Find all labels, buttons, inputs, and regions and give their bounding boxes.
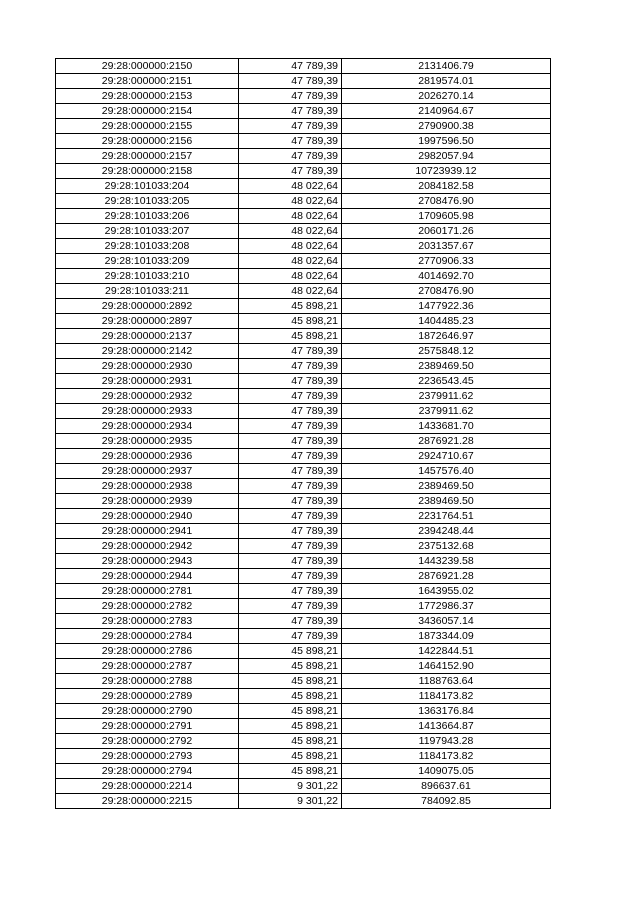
- cadastral-number-cell: 29:28:000000:2932: [56, 389, 239, 404]
- amount-value-cell: 2131406.79: [342, 59, 551, 74]
- amount-value-cell: 2876921.28: [342, 569, 551, 584]
- area-value-cell: 47 789,39: [239, 134, 342, 149]
- cadastral-number-cell: 29:28:000000:2786: [56, 644, 239, 659]
- table-row: [56, 524, 551, 539]
- amount-value-cell: 2389469.50: [342, 359, 551, 374]
- area-value-cell: 47 789,39: [239, 149, 342, 164]
- area-value-cell: 47 789,39: [239, 164, 342, 179]
- table-row: [56, 59, 551, 74]
- area-value-cell: 47 789,39: [239, 584, 342, 599]
- area-value-cell: 47 789,39: [239, 104, 342, 119]
- table-row: [56, 329, 551, 344]
- area-value-cell: 47 789,39: [239, 119, 342, 134]
- cadastral-number-cell: 29:28:000000:2933: [56, 404, 239, 419]
- cadastral-number-cell: 29:28:000000:2938: [56, 479, 239, 494]
- area-value-cell: 47 789,39: [239, 614, 342, 629]
- area-value-cell: 47 789,39: [239, 479, 342, 494]
- area-value-cell: 47 789,39: [239, 464, 342, 479]
- table-row: [56, 254, 551, 269]
- cadastral-number-cell: 29:28:101033:206: [56, 209, 239, 224]
- cadastral-number-cell: 29:28:000000:2792: [56, 734, 239, 749]
- table-row: [56, 764, 551, 779]
- area-value-cell: 47 789,39: [239, 359, 342, 374]
- amount-value-cell: 2819574.01: [342, 74, 551, 89]
- amount-value-cell: 1457576.40: [342, 464, 551, 479]
- amount-value-cell: 2394248.44: [342, 524, 551, 539]
- cadastral-number-cell: 29:28:000000:2930: [56, 359, 239, 374]
- table-row: [56, 404, 551, 419]
- table-row: [56, 629, 551, 644]
- cadastral-number-cell: 29:28:000000:2897: [56, 314, 239, 329]
- amount-value-cell: 2575848.12: [342, 344, 551, 359]
- area-value-cell: 45 898,21: [239, 329, 342, 344]
- area-value-cell: 47 789,39: [239, 419, 342, 434]
- cadastral-number-cell: 29:28:000000:2784: [56, 629, 239, 644]
- cadastral-number-cell: 29:28:000000:2153: [56, 89, 239, 104]
- area-value-cell: 48 022,64: [239, 269, 342, 284]
- cadastral-number-cell: 29:28:000000:2154: [56, 104, 239, 119]
- table-row: [56, 569, 551, 584]
- cadastral-number-cell: 29:28:101033:207: [56, 224, 239, 239]
- data-table: [55, 58, 551, 809]
- cadastral-number-cell: 29:28:000000:2782: [56, 599, 239, 614]
- table-row: [56, 734, 551, 749]
- amount-value-cell: 2924710.67: [342, 449, 551, 464]
- amount-value-cell: 1872646.97: [342, 329, 551, 344]
- cadastral-number-cell: 29:28:000000:2783: [56, 614, 239, 629]
- cadastral-number-cell: 29:28:000000:2158: [56, 164, 239, 179]
- amount-value-cell: 1643955.02: [342, 584, 551, 599]
- table-row: [56, 314, 551, 329]
- cadastral-number-cell: 29:28:000000:2936: [56, 449, 239, 464]
- cadastral-number-cell: 29:28:000000:2157: [56, 149, 239, 164]
- cadastral-number-cell: 29:28:000000:2943: [56, 554, 239, 569]
- area-value-cell: 47 789,39: [239, 449, 342, 464]
- amount-value-cell: 896637.61: [342, 779, 551, 794]
- cadastral-number-cell: 29:28:000000:2935: [56, 434, 239, 449]
- cadastral-number-cell: 29:28:101033:204: [56, 179, 239, 194]
- area-value-cell: 47 789,39: [239, 629, 342, 644]
- amount-value-cell: 2379911.62: [342, 404, 551, 419]
- table-row: [56, 539, 551, 554]
- amount-value-cell: 1184173.82: [342, 689, 551, 704]
- amount-value-cell: 2708476.90: [342, 284, 551, 299]
- area-value-cell: 45 898,21: [239, 644, 342, 659]
- table-row: [56, 509, 551, 524]
- table-row: [56, 284, 551, 299]
- cadastral-number-cell: 29:28:000000:2793: [56, 749, 239, 764]
- area-value-cell: 45 898,21: [239, 659, 342, 674]
- cadastral-number-cell: 29:28:000000:2788: [56, 674, 239, 689]
- table-row: [56, 194, 551, 209]
- cadastral-number-cell: 29:28:000000:2892: [56, 299, 239, 314]
- cadastral-number-cell: 29:28:000000:2151: [56, 74, 239, 89]
- area-value-cell: 45 898,21: [239, 674, 342, 689]
- area-value-cell: 45 898,21: [239, 764, 342, 779]
- amount-value-cell: 2231764.51: [342, 509, 551, 524]
- area-value-cell: 45 898,21: [239, 299, 342, 314]
- table-row: [56, 704, 551, 719]
- amount-value-cell: 2140964.67: [342, 104, 551, 119]
- cadastral-number-cell: 29:28:000000:2156: [56, 134, 239, 149]
- amount-value-cell: 1477922.36: [342, 299, 551, 314]
- table-row: [56, 659, 551, 674]
- amount-value-cell: 1404485.23: [342, 314, 551, 329]
- table-row: [56, 599, 551, 614]
- table-row: [56, 149, 551, 164]
- area-value-cell: 48 022,64: [239, 224, 342, 239]
- amount-value-cell: 1443239.58: [342, 554, 551, 569]
- amount-value-cell: 4014692.70: [342, 269, 551, 284]
- area-value-cell: 47 789,39: [239, 404, 342, 419]
- cadastral-number-cell: 29:28:000000:2155: [56, 119, 239, 134]
- amount-value-cell: 2389469.50: [342, 479, 551, 494]
- amount-value-cell: 2770906.33: [342, 254, 551, 269]
- area-value-cell: 47 789,39: [239, 569, 342, 584]
- area-value-cell: 9 301,22: [239, 794, 342, 809]
- table-row: [56, 134, 551, 149]
- cadastral-number-cell: 29:28:000000:2142: [56, 344, 239, 359]
- amount-value-cell: 1709605.98: [342, 209, 551, 224]
- cadastral-number-cell: 29:28:000000:2940: [56, 509, 239, 524]
- cadastral-number-cell: 29:28:000000:2794: [56, 764, 239, 779]
- area-value-cell: 45 898,21: [239, 704, 342, 719]
- table-row: [56, 644, 551, 659]
- cadastral-number-cell: 29:28:000000:2942: [56, 539, 239, 554]
- table-body: [56, 59, 551, 809]
- area-value-cell: 47 789,39: [239, 374, 342, 389]
- table-row: [56, 689, 551, 704]
- table-row: [56, 389, 551, 404]
- area-value-cell: 48 022,64: [239, 254, 342, 269]
- amount-value-cell: 2982057.94: [342, 149, 551, 164]
- table-row: [56, 209, 551, 224]
- amount-value-cell: 2379911.62: [342, 389, 551, 404]
- cadastral-number-cell: 29:28:000000:2939: [56, 494, 239, 509]
- table-row: [56, 419, 551, 434]
- amount-value-cell: 2708476.90: [342, 194, 551, 209]
- area-value-cell: 45 898,21: [239, 689, 342, 704]
- table-row: [56, 179, 551, 194]
- area-value-cell: 47 789,39: [239, 539, 342, 554]
- amount-value-cell: 2026270.14: [342, 89, 551, 104]
- area-value-cell: 45 898,21: [239, 314, 342, 329]
- table-row: [56, 119, 551, 134]
- amount-value-cell: 1433681.70: [342, 419, 551, 434]
- cadastral-number-cell: 29:28:101033:209: [56, 254, 239, 269]
- area-value-cell: 47 789,39: [239, 494, 342, 509]
- area-value-cell: 47 789,39: [239, 599, 342, 614]
- table-row: [56, 794, 551, 809]
- area-value-cell: 47 789,39: [239, 509, 342, 524]
- cadastral-number-cell: 29:28:000000:2150: [56, 59, 239, 74]
- table-row: [56, 749, 551, 764]
- table-row: [56, 479, 551, 494]
- amount-value-cell: 784092.85: [342, 794, 551, 809]
- amount-value-cell: 1772986.37: [342, 599, 551, 614]
- area-value-cell: 48 022,64: [239, 179, 342, 194]
- area-value-cell: 48 022,64: [239, 239, 342, 254]
- area-value-cell: 47 789,39: [239, 89, 342, 104]
- area-value-cell: 47 789,39: [239, 554, 342, 569]
- amount-value-cell: 2084182.58: [342, 179, 551, 194]
- amount-value-cell: 2876921.28: [342, 434, 551, 449]
- area-value-cell: 47 789,39: [239, 74, 342, 89]
- amount-value-cell: 1413664.87: [342, 719, 551, 734]
- cadastral-number-cell: 29:28:000000:2944: [56, 569, 239, 584]
- amount-value-cell: 1184173.82: [342, 749, 551, 764]
- cadastral-number-cell: 29:28:000000:2789: [56, 689, 239, 704]
- table-row: [56, 464, 551, 479]
- area-value-cell: 48 022,64: [239, 194, 342, 209]
- table-row: [56, 614, 551, 629]
- table-row: [56, 779, 551, 794]
- table-row: [56, 434, 551, 449]
- cadastral-number-cell: 29:28:000000:2934: [56, 419, 239, 434]
- table-row: [56, 449, 551, 464]
- table-row: [56, 89, 551, 104]
- cadastral-number-cell: 29:28:000000:2781: [56, 584, 239, 599]
- cadastral-number-cell: 29:28:000000:2214: [56, 779, 239, 794]
- cadastral-number-cell: 29:28:000000:2941: [56, 524, 239, 539]
- table-row: [56, 239, 551, 254]
- amount-value-cell: 2375132.68: [342, 539, 551, 554]
- cadastral-number-cell: 29:28:000000:2215: [56, 794, 239, 809]
- cadastral-number-cell: 29:28:101033:205: [56, 194, 239, 209]
- table-row: [56, 554, 551, 569]
- area-value-cell: 47 789,39: [239, 389, 342, 404]
- cadastral-number-cell: 29:28:101033:210: [56, 269, 239, 284]
- table-row: [56, 164, 551, 179]
- table-row: [56, 374, 551, 389]
- area-value-cell: 48 022,64: [239, 209, 342, 224]
- table-row: [56, 344, 551, 359]
- amount-value-cell: 1422844.51: [342, 644, 551, 659]
- amount-value-cell: 1464152.90: [342, 659, 551, 674]
- area-value-cell: 48 022,64: [239, 284, 342, 299]
- area-value-cell: 9 301,22: [239, 779, 342, 794]
- table-row: [56, 494, 551, 509]
- area-value-cell: 45 898,21: [239, 749, 342, 764]
- cadastral-number-cell: 29:28:000000:2787: [56, 659, 239, 674]
- area-value-cell: 47 789,39: [239, 59, 342, 74]
- area-value-cell: 45 898,21: [239, 734, 342, 749]
- amount-value-cell: 2389469.50: [342, 494, 551, 509]
- cadastral-number-cell: 29:28:101033:208: [56, 239, 239, 254]
- table-row: [56, 359, 551, 374]
- amount-value-cell: 2031357.67: [342, 239, 551, 254]
- amount-value-cell: 2790900.38: [342, 119, 551, 134]
- area-value-cell: 47 789,39: [239, 434, 342, 449]
- cadastral-number-cell: 29:28:000000:2137: [56, 329, 239, 344]
- amount-value-cell: 1997596.50: [342, 134, 551, 149]
- amount-value-cell: 1363176.84: [342, 704, 551, 719]
- amount-value-cell: 1197943.28: [342, 734, 551, 749]
- amount-value-cell: 1188763.64: [342, 674, 551, 689]
- area-value-cell: 47 789,39: [239, 344, 342, 359]
- table-row: [56, 224, 551, 239]
- amount-value-cell: 10723939.12: [342, 164, 551, 179]
- table-row: [56, 719, 551, 734]
- table-row: [56, 674, 551, 689]
- table-row: [56, 74, 551, 89]
- area-value-cell: 47 789,39: [239, 524, 342, 539]
- cadastral-number-cell: 29:28:000000:2790: [56, 704, 239, 719]
- amount-value-cell: 3436057.14: [342, 614, 551, 629]
- amount-value-cell: 2236543.45: [342, 374, 551, 389]
- area-value-cell: 45 898,21: [239, 719, 342, 734]
- table-row: [56, 299, 551, 314]
- cadastral-number-cell: 29:28:000000:2791: [56, 719, 239, 734]
- cadastral-number-cell: 29:28:000000:2931: [56, 374, 239, 389]
- cadastral-number-cell: 29:28:101033:211: [56, 284, 239, 299]
- amount-value-cell: 2060171.26: [342, 224, 551, 239]
- cadastral-number-cell: 29:28:000000:2937: [56, 464, 239, 479]
- amount-value-cell: 1409075.05: [342, 764, 551, 779]
- table-row: [56, 584, 551, 599]
- amount-value-cell: 1873344.09: [342, 629, 551, 644]
- table-row: [56, 104, 551, 119]
- table-row: [56, 269, 551, 284]
